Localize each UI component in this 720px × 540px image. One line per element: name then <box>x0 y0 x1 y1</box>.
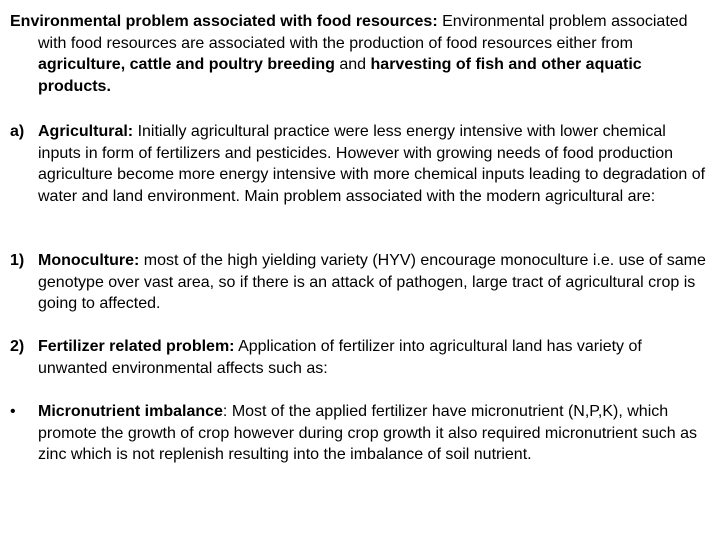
intro-bold-1: agriculture, cattle and poultry breeding <box>38 56 335 73</box>
item-2-paragraph <box>10 336 710 379</box>
bullet-1-text: : Most of the applied fertilizer have micronutrient (N,P,K), which promote the growth of crop however during crop growth it also required micronutrient such as zinc which is not replenish resulting into the imbalance of soil nutrient. <box>38 403 697 463</box>
item-2-text: Application of fertilizer into agricultural land has variety of unwanted environmental affects such as: <box>38 338 642 377</box>
item-a-heading: Agricultural: <box>38 123 134 140</box>
item-a-marker: a) <box>10 123 25 140</box>
item-a-text: Initially agricultural practice were less energy intensive with lower chemical inputs in form of fertilizers and pesticides. However with growing needs of food production agriculture become more energy intensive with more chemical inputs leading to degradation of water and land environment. Main problem associated with the modern agricultural are: <box>38 123 706 205</box>
item-a-paragraph <box>10 121 710 207</box>
bullet-1-heading: Micronutrient imbalance <box>38 403 223 420</box>
bullet-1-paragraph <box>10 401 710 466</box>
item-1-marker: 1) <box>10 252 25 269</box>
intro-text-2: and <box>334 56 371 73</box>
item-1-heading: Monoculture: <box>38 252 140 269</box>
item-1-paragraph <box>10 250 710 315</box>
bullet-1-marker: • <box>10 403 16 420</box>
item-2-marker: 2) <box>10 338 25 355</box>
intro-text-1: Environmental problem associated with food resources are associated with the production of food resources either from <box>38 13 688 52</box>
item-2-heading: Fertilizer related problem: <box>38 338 235 355</box>
item-1-text: most of the high yielding variety (HYV) encourage monoculture i.e. use of same genotype over vast area, so if there is an attack of pathogen, large tract of agricultural crop is going to affected. <box>38 252 706 312</box>
intro-bold-2: harvesting of fish and other aquatic products. <box>38 56 642 95</box>
intro-paragraph <box>10 11 710 97</box>
intro-heading: Environmental problem associated with food resources: <box>10 13 438 30</box>
